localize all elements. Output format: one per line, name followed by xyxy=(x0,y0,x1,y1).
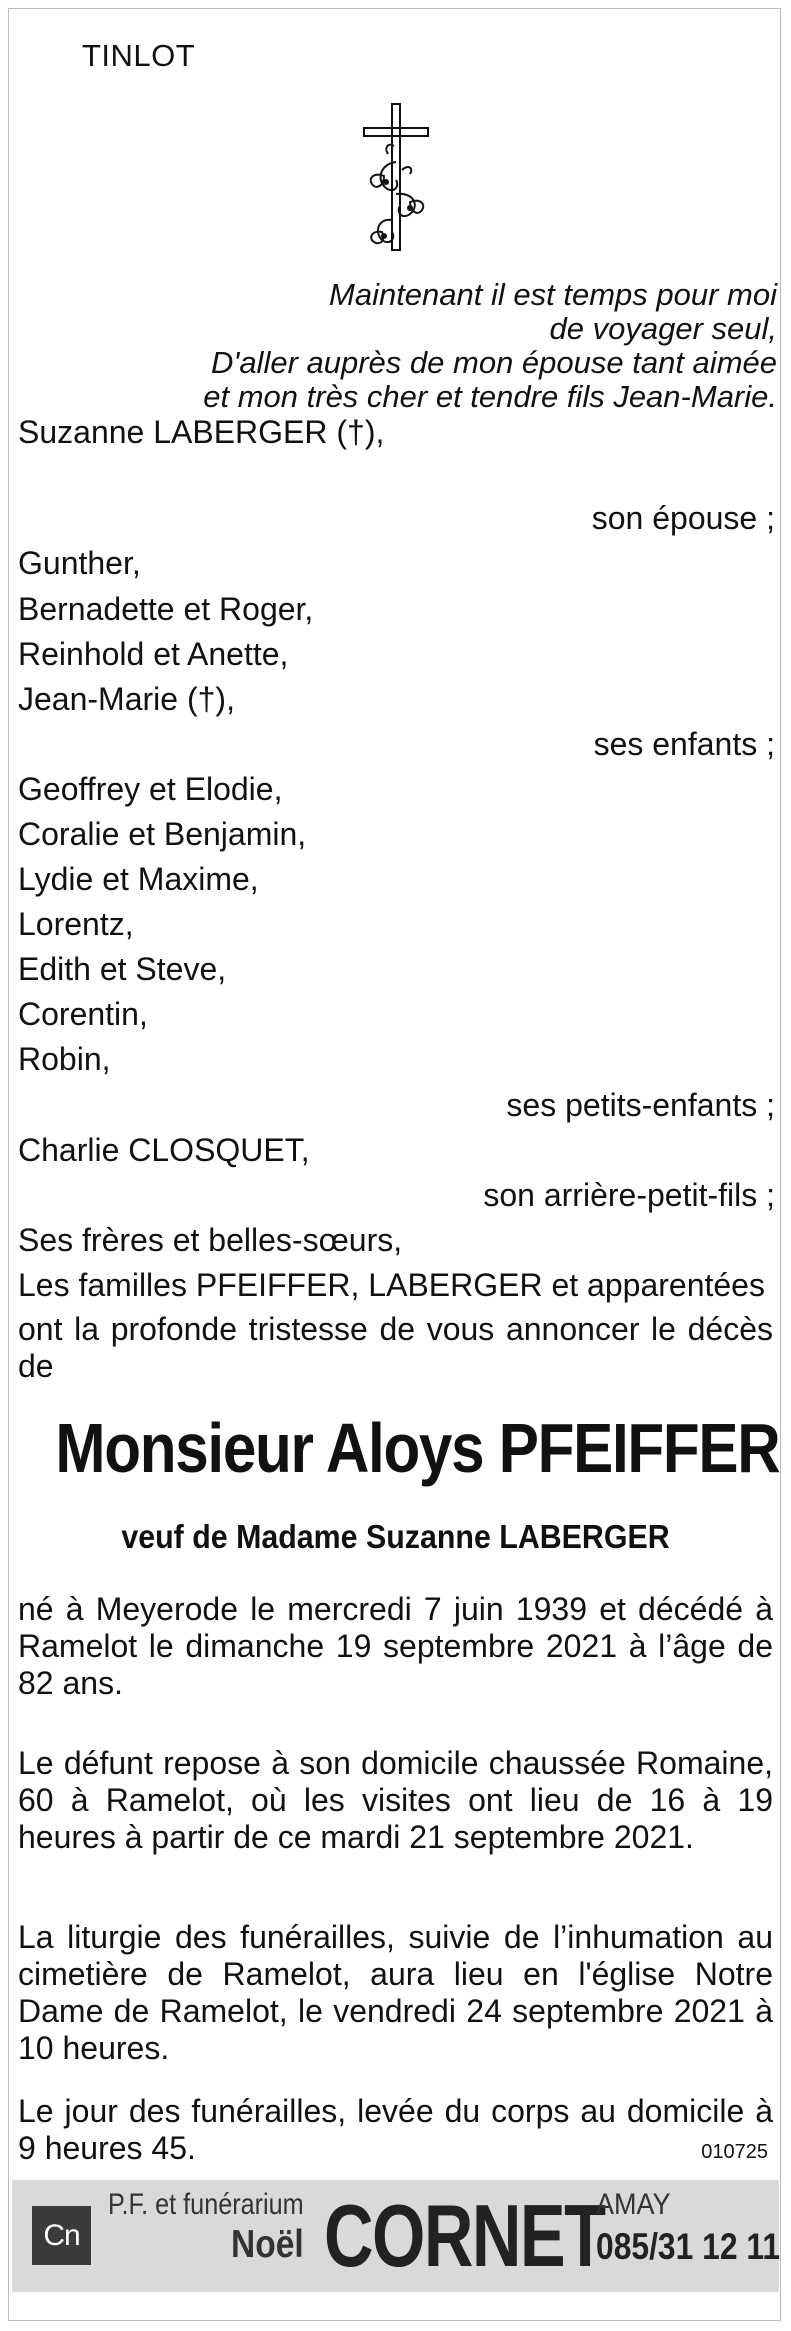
family-line: Corentin, xyxy=(18,996,148,1032)
birth-death-paragraph: né à Meyerode le mercredi 7 juin 1939 et décédé à Ramelot le dimanche 19 septembre 2021 à l’âge de 82 ans. xyxy=(18,1591,773,1701)
family-line: Lorentz, xyxy=(18,906,134,942)
poem-line: et mon très cher et tendre fils Jean-Marie. xyxy=(203,379,777,414)
family-line: Charlie CLOSQUET, xyxy=(18,1132,310,1168)
funeral-home-first-name: Noël xyxy=(231,2223,304,2266)
reference-number: 010725 xyxy=(701,2141,768,2163)
funeral-home-label: P.F. et funérarium xyxy=(108,2188,304,2221)
family-line: Edith et Steve, xyxy=(18,951,227,987)
poem-line: Maintenant il est temps pour moi xyxy=(329,277,777,312)
poem-line: D'aller auprès de mon épouse tant aimée xyxy=(211,345,777,380)
family-line: Gunther, xyxy=(18,545,141,581)
family-line: Jean-Marie (†), xyxy=(18,681,235,717)
family-relation: son arrière-petit-fils ; xyxy=(483,1177,775,1213)
deceased-status: veuf de Madame Suzanne LABERGER xyxy=(121,1518,670,1555)
cross-with-flowers-icon xyxy=(362,102,432,254)
funeral-liturgy-paragraph: La liturgie des funérailles, suivie de l’inhumation au cimetière de Ramelot, aura lieu en l'église Notre Dame de Ramelot, le vendredi 24 septembre 2021 à 10 heures. xyxy=(18,1919,773,2066)
poem-line: de voyager seul, xyxy=(549,311,777,346)
funeral-home-phone: 085/31 12 11 xyxy=(596,2226,781,2267)
funeral-home-brand: CORNET xyxy=(324,2186,605,2285)
funeral-home-city: AMAY xyxy=(596,2188,671,2221)
family-relation: ses enfants ; xyxy=(593,726,775,762)
family-relation: ses petits-enfants ; xyxy=(506,1087,775,1123)
family-line: Suzanne LABERGER (†), xyxy=(18,414,385,450)
family-line: Lydie et Maxime, xyxy=(18,861,259,897)
funeral-home-logo: Cn xyxy=(32,2206,91,2265)
family-line: Bernadette et Roger, xyxy=(18,591,314,627)
body-removal-paragraph: Le jour des funérailles, levée du corps au domicile à 9 heures 45. xyxy=(18,2093,773,2166)
family-line: Reinhold et Anette, xyxy=(18,636,289,672)
family-line: Robin, xyxy=(18,1041,111,1077)
family-line: Les familles PFEIFFER, LABERGER et apparentées xyxy=(18,1267,765,1303)
funeral-home-banner xyxy=(12,2180,779,2292)
family-line: Geoffrey et Elodie, xyxy=(18,771,283,807)
family-line: Ses frères et belles-sœurs, xyxy=(18,1222,403,1258)
announcement-text: ont la profonde tristesse de vous annoncer le décès de xyxy=(18,1311,773,1384)
deceased-name: Monsieur Aloys PFEIFFER xyxy=(55,1409,780,1487)
family-relation: son épouse ; xyxy=(591,500,775,536)
town-name: TINLOT xyxy=(82,38,196,73)
family-line: Coralie et Benjamin, xyxy=(18,816,307,852)
visitation-paragraph: Le défunt repose à son domicile chaussée Romaine, 60 à Ramelot, où les visites ont lieu de 16 à 19 heures à partir de ce mardi 21 septembre 2021. xyxy=(18,1745,773,1855)
poem xyxy=(203,278,777,414)
